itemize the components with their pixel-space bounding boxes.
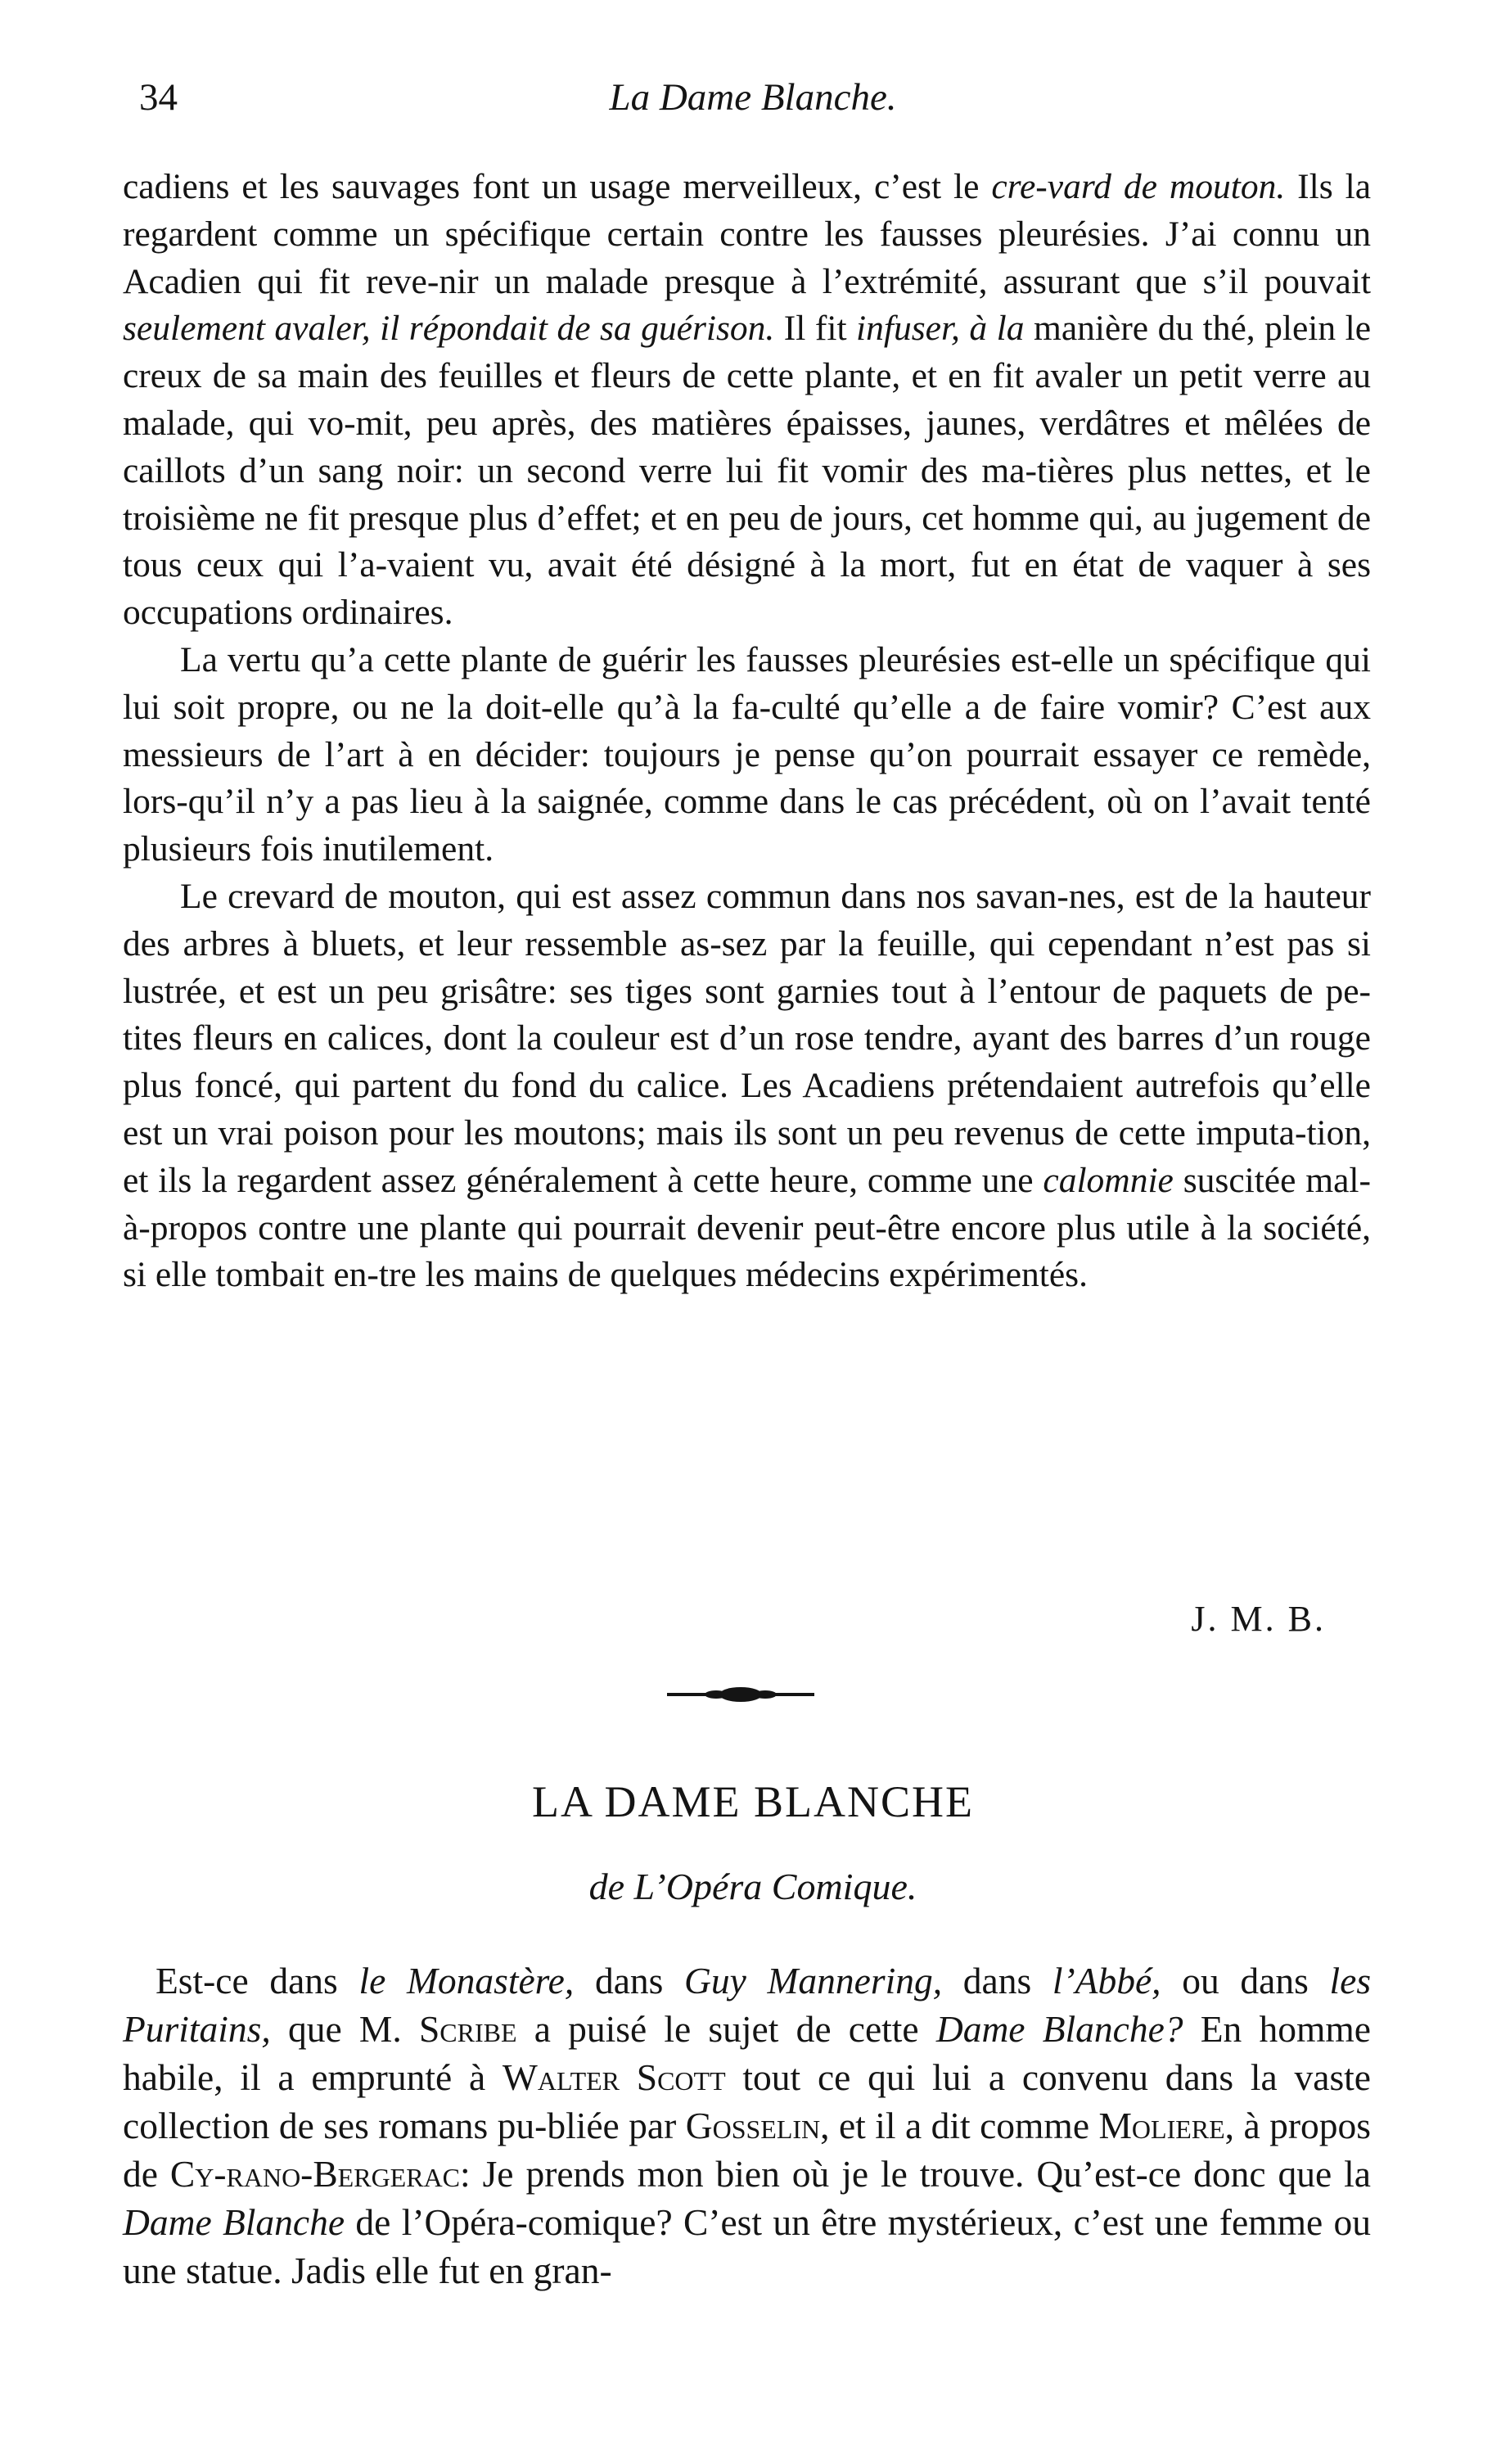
- text-run: En homme habile, il a emprunté à: [123, 2008, 1371, 2098]
- italic-text: calomnie: [1043, 1160, 1174, 1200]
- text-run: Le crevard de mouton, qui est assez commun dans nos savan-nes, est de la hauteur des arbres à bluets, et leur ressemble as-sez par la feuille, qui cependant n’est pas si lustrée, et est un peu grisâtre: ses tiges sont garnies tout à l’entour de paquets de pe-tites fleurs en calices, dont la couleur est d’un rose tendre, ayant des barres d’un rouge plus foncé, qui partent du fond du calice. Les Acadiens prétendaient autrefois qu’elle est un vrai poison pour les moutons; mais ils sont un peu revenus de cette imputa-tion, et ils la regardent assez généralement à cette heure, comme une: [123, 876, 1371, 1200]
- text-run: tout ce qui lui a convenu dans la vaste collection de ses romans pu-bliée par: [123, 2056, 1371, 2146]
- section-title: LA DAME BLANCHE: [532, 1777, 974, 1826]
- text-run: Ils la regardent comme un spécifique certain contre les fausses pleurésies. J’ai connu un Acadien qui fit reve-nir un malade presque à l’extrémité, assurant que s’il pouvait: [123, 167, 1371, 301]
- text-run: manière du thé, plein le creux de sa main des feuilles et fleurs de cette plante, et en fit avaler un petit verre au malade, qui vo-mit, peu après, des matières épaisses, jaunes, verdâtres et mêlées de caillots d’un sang noir: un second verre lui fit vomir des ma-tières plus nettes, et le troisième ne fit presque plus d’effet; et en peu de jours, cet homme qui, au jugement de tous ceux qui l’a-vaient vu, avait été désigné à la mort, fut en état de vaquer à ses occupations ordinaires.: [123, 309, 1371, 633]
- text-run: : Je prends mon bien où je le trouve. Qu’est-ce donc que la: [460, 2153, 1371, 2195]
- text-run: de l’Opéra-comique? C’est un être mystérieux, c’est une femme ou une statue. Jadis elle fut en gran-: [123, 2201, 1371, 2291]
- italic-text: les Puritains,: [123, 1960, 1372, 2050]
- text-run: Il fit: [774, 309, 857, 349]
- small-caps-name: Moliere: [1098, 2105, 1225, 2146]
- letter-paragraph: [123, 873, 1371, 1299]
- italic-text: Dame Blanche: [123, 2201, 345, 2243]
- text-run: suscitée mal-à-propos contre une plante qui pourrait devenir peut-être encore plus utile à la société, si elle tombait en-tre les mains de quelques médecins expérimentés.: [123, 1160, 1371, 1295]
- text-run: dans: [574, 1960, 685, 2001]
- text-run: ou dans: [1161, 1960, 1330, 2001]
- text-run: que M.: [270, 2008, 419, 2050]
- article-paragraph: [123, 1956, 1371, 2295]
- italic-text: infuser, à la: [856, 309, 1025, 349]
- letter-body: [123, 164, 1371, 1299]
- letter-paragraph: [123, 637, 1371, 873]
- text-run: , et il a dit comme: [820, 2105, 1099, 2146]
- italic-text: seulement avaler, il répondait de sa guérison.: [123, 309, 775, 349]
- italic-text: l’Abbé,: [1052, 1960, 1161, 2001]
- text-run: a puisé le sujet de cette: [516, 2008, 936, 2050]
- small-caps-name: Gosselin: [685, 2105, 821, 2146]
- small-caps-name: Scribe: [418, 2008, 517, 2050]
- signature: J. M. B.: [1191, 1599, 1326, 1639]
- ornamental-divider: [667, 1682, 814, 1707]
- page-number: 34: [139, 76, 178, 119]
- italic-text: Dame Blanche?: [935, 2008, 1183, 2050]
- running-title: La Dame Blanche.: [609, 76, 897, 119]
- letter-paragraph: [123, 164, 1371, 637]
- text-run: cadiens et les sauvages font un usage merveilleux, c’est le: [123, 167, 992, 206]
- small-caps-name: Cy-rano-Bergerac: [169, 2153, 461, 2195]
- running-head: [123, 75, 1383, 124]
- italic-text: Guy Mannering,: [684, 1960, 943, 2001]
- small-caps-name: Walter Scott: [502, 2056, 726, 2098]
- section-subtitle: de L’Opéra Comique.: [588, 1866, 917, 1907]
- text-run: Est-ce dans: [156, 1960, 359, 2001]
- italic-text: cre-vard de mouton.: [991, 167, 1286, 206]
- italic-text: le Monastère,: [358, 1960, 575, 2001]
- text-run: La vertu qu’a cette plante de guérir les fausses pleurésies est-elle un spécifique qui lui soit propre, ou ne la doit-elle qu’à la fa-culté qu’elle a de faire vomir? C’est aux messieurs de l’art à en décider: toujours je pense qu’on pourrait essayer ce remède, lors-qu’il n’y a pas lieu à la saignée, comme dans le cas précédent, où on l’avait tenté plusieurs fois inutilement.: [123, 639, 1371, 869]
- text-run: , à propos de: [123, 2105, 1371, 2195]
- article-body: [123, 1956, 1371, 2295]
- text-run: dans: [942, 1960, 1052, 2001]
